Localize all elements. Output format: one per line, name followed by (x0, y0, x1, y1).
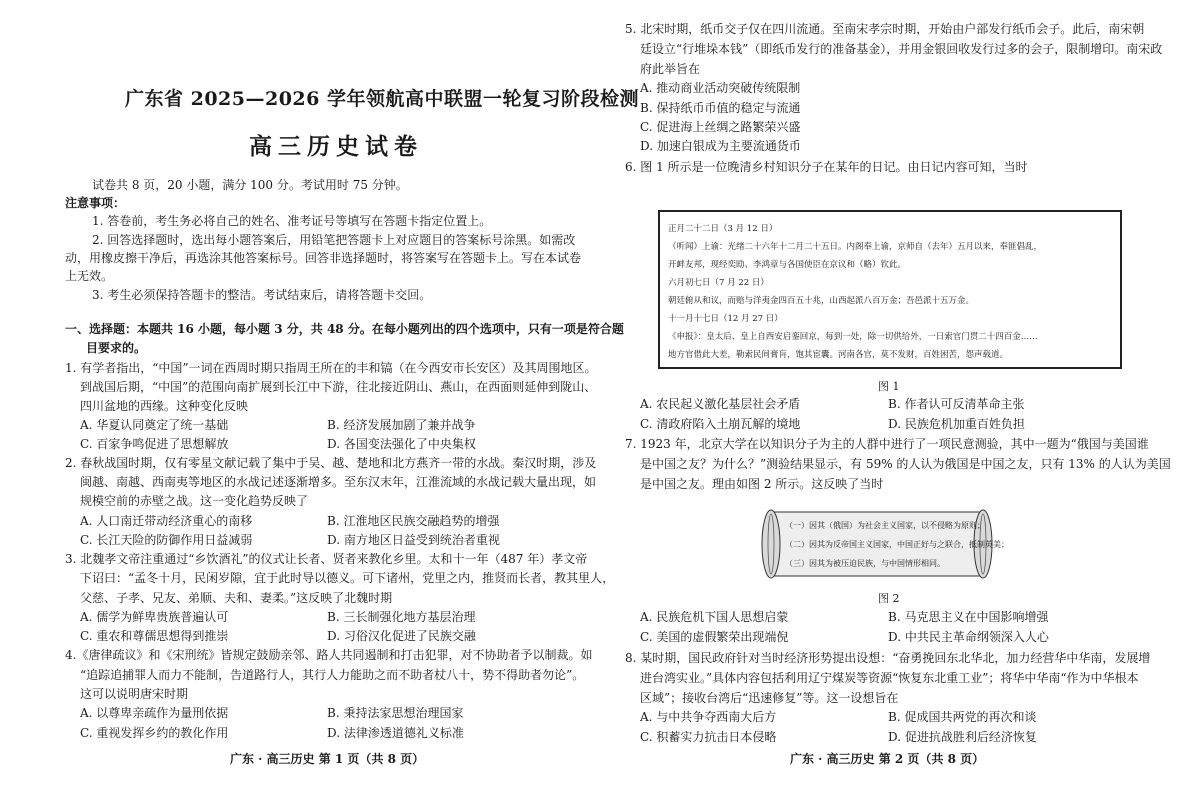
diary-line: 《申报》：皇太后、皇上自西安启銮回京，每到一处，除一切供给外，一日索官门贯二十四百金…… (668, 332, 1038, 342)
note-line: 3. 考生必须保持答题卡的整洁。考试结束后，请将答题卡交回。 (92, 288, 432, 302)
question-2-option-c: C. 长江天险的防御作用日益减弱 (80, 533, 253, 547)
question-7-text: 7. 1923 年，北京大学在以知识分子为主的人群中进行了一项民意测验，其中一题为“俄国与美国谁 (625, 437, 1149, 451)
exam-subtitle: 高三历史试卷 (249, 133, 423, 160)
question-3-option-d: D. 习俗汉化促进了民族交融 (327, 629, 476, 643)
question-5-text: 府此举旨在 (640, 62, 701, 76)
question-7-option-c: C. 美国的虚假繁荣出现端倪 (640, 630, 789, 644)
question-8-text: 进台湾实业。”具体内容包括利用辽宁煤炭等资源“恢复东北重工业”；将华中华南“作为中华根本 (640, 671, 1139, 685)
question-3-text: 下诏曰：“孟冬十月，民闲岁隙，宜于此时导以德义。可下诸州，党里之内，推贤而长者，教其里人， (80, 571, 615, 585)
figure-2-caption: 图 2 (878, 592, 900, 605)
diary-line: 朝廷俯从和议，而赔与洋夷金四百五十兆，山西起派八百万金；吾邑派十五万金。 (668, 296, 975, 306)
question-5-option-b: B. 保持纸币币值的稳定与流通 (640, 101, 801, 115)
scroll-line: （一）因其（俄国）为社会主义国家，以不侵略为原则； (785, 521, 985, 530)
question-2-option-b: B. 江淮地区民族交融趋势的增强 (327, 514, 500, 528)
question-8-option-b: B. 促成国共两党的再次和谈 (888, 710, 1037, 724)
diary-line: （听闻）上谕：光绪二十六年十二月二十五日。内阁奉上谕，京师自（去年）五月以来，奉匪倡乱， (668, 242, 1043, 252)
question-4-option-a: A. 以尊卑亲疏作为量刑依据 (80, 706, 229, 720)
question-2-text: 2. 春秋战国时期，仅有零星文献记载了集中于吴、越、楚地和北方燕齐一带的水战。秦汉时期，涉及 (65, 456, 597, 470)
question-8-text: 8. 某时期，国民政府针对当时经济形势提出设想：“奋勇挽回东北华北，加力经营华中华南，发展增 (625, 651, 1151, 665)
note-line: 1. 答卷前，考生务必将自己的姓名、准考证号等填写在答题卡指定位置上。 (92, 214, 492, 228)
question-5-option-c: C. 促进海上丝绸之路繁荣兴盛 (640, 120, 801, 134)
question-2-option-a: A. 人口南迁带动经济重心的南移 (80, 514, 253, 528)
question-5-option-a: A. 推动商业活动突破传统限制 (640, 81, 801, 95)
scroll-line: （二）因其为反帝国主义国家，中国正好与之联合，抵制英美； (785, 540, 1009, 549)
figure-1-diary-box (658, 210, 1122, 369)
exam-info: 试卷共 8 页，20 小题，满分 100 分。考试用时 75 分钟。 (92, 178, 408, 192)
question-5-text: 廷设立“行堆垛本钱”（即纸币发行的准备基金），并用金银回收发行过多的会子，限制增印。南宋政 (640, 42, 1163, 56)
question-2-option-d: D. 南方地区日益受到统治者重视 (327, 533, 500, 547)
question-1-option-c: C. 百家争鸣促进了思想解放 (80, 437, 229, 451)
question-6-option-a: A. 农民起义激化基层社会矛盾 (640, 397, 801, 411)
figure-1-caption: 图 1 (878, 380, 900, 393)
question-7-text: 是中国之友。理由如图 2 所示。这反映了当时 (640, 477, 884, 491)
diary-line: 六月初七日（7 月 22 日） (668, 278, 769, 288)
note-line: 动，用橡皮擦干净后，再选涂其他答案标号。回答非选择题时，将答案写在答题卡上。写在本试卷 (65, 251, 582, 265)
question-7-option-b: B. 马克思主义在中国影响增强 (888, 610, 1049, 624)
question-8-option-c: C. 积蓄实力抗击日本侵略 (640, 730, 777, 744)
question-2-text: 闽越、南越、西南夷等地区的水战记述逐渐增多。至东汉末年，江淮流域的水战记载大量出现，如 (80, 475, 597, 489)
question-6-option-c: C. 清政府陷入土崩瓦解的境地 (640, 417, 801, 431)
question-4-text: 这可以说明唐宋时期 (80, 687, 189, 701)
question-3-text: 父慈、子孝、兄友、弟顺、夫和、妻柔。”这反映了北魏时期 (80, 591, 393, 605)
question-3-option-b: B. 三长制强化地方基层治理 (327, 610, 476, 624)
scroll-line: （三）因其为被压迫民族，与中国情形相同。 (785, 559, 945, 568)
question-6-text: 6. 图 1 所示是一位晚清乡村知识分子在某年的日记。由日记内容可知，当时 (625, 160, 1028, 174)
diary-line: 地方官借此大差，勒索民间膏肓，饱其宦囊。河南各官，莫不发财，百姓困苦，怨声载道。 (668, 350, 1009, 360)
diary-line: 正月二十二日（3 月 12 日） (668, 224, 778, 234)
section-heading: 一、选择题：本题共 16 小题，每小题 3 分，共 48 分。在每小题列出的四个选项中，只有一项是符合题 (65, 322, 624, 336)
page-footer: 广东 · 高三历史 第 2 页（共 8 页） (790, 752, 985, 766)
question-4-text: “追踪追捕罪人而力不能制，告道路行人，其行人力能助之而不助者杖八十，势不得助者勿论”。 (80, 668, 585, 682)
question-7-text: 是中国之友？为什么？”测验结果显示，有 59% 的人认为俄国是中国之友，只有 13% 的人认为美国 (640, 457, 1171, 471)
figure-2-scroll (757, 506, 1009, 582)
section-heading: 目要求的。 (86, 341, 147, 355)
diary-line: 十一月十七日（12 月 27 日） (668, 314, 783, 324)
note-line: 上无效。 (65, 269, 114, 283)
question-3-option-c: C. 重农和尊儒思想得到推崇 (80, 629, 229, 643)
question-4-option-b: B. 秉持法家思想治理国家 (327, 706, 464, 720)
question-2-text: 规模空前的赤壁之战。这一变化趋势反映了 (80, 494, 309, 508)
question-4-option-d: D. 法律渗透道德礼义标准 (327, 726, 464, 740)
question-1-option-a: A. 华夏认同奠定了统一基础 (80, 418, 229, 432)
question-5-option-d: D. 加速白银成为主要流通货币 (640, 139, 801, 153)
question-1-text: 四川盆地的西缘。这种变化反映 (80, 399, 249, 413)
page-footer: 广东 · 高三历史 第 1 页（共 8 页） (230, 752, 425, 766)
question-1-text: 1. 有学者指出，“中国”一词在西周时期只指周王所在的丰和镐（在今西安市长安区）及其周围地区。 (65, 361, 597, 375)
question-1-option-b: B. 经济发展加剧了兼并战争 (327, 418, 476, 432)
question-7-option-a: A. 民族危机下国人思想启蒙 (640, 610, 789, 624)
note-line: 2. 回答选择题时，选出每小题答案后，用铅笔把答题卡上对应题目的答案标号涂黑。如需改 (92, 233, 576, 247)
question-3-text: 3. 北魏孝文帝注重通过“乡饮酒礼”的仪式让长者、贤者来教化乡里。太和十一年（487 年）孝文帝 (65, 552, 588, 566)
question-8-option-d: D. 促进抗战胜利后经济恢复 (888, 730, 1037, 744)
question-8-option-a: A. 与中共争夺西南大后方 (640, 710, 777, 724)
question-1-text: 到战国后期，“中国”的范围向南扩展到长江中下游，往北接近阴山、燕山，在西面则延伸到陇山、 (80, 380, 597, 394)
question-3-option-a: A. 儒学为鲜卑贵族普遍认可 (80, 610, 229, 624)
exam-title: 广东省 2025—2026 学年领航高中联盟一轮复习阶段检测 (125, 88, 639, 110)
diary-line: 开衅友邦，现经奕劻、李鸿章与各国使臣在京议和（略）钦此。 (668, 260, 907, 270)
question-8-text: 区域”；接收台湾后“迅速修复”等。这一设想旨在 (640, 691, 899, 705)
question-6-option-d: D. 民族危机加重百姓负担 (888, 417, 1025, 431)
question-4-text: 4.《唐律疏议》和《宋刑统》皆规定鼓励亲邻、路人共同遏制和打击犯罪，对不协助者予以制裁。如 (65, 648, 593, 662)
notes-heading: 注意事项： (65, 196, 126, 210)
question-5-text: 5. 北宋时期，纸币交子仅在四川流通。至南宋孝宗时期，开始由户部发行纸币会子。此后，南宋朝 (625, 22, 1145, 36)
question-6-option-b: B. 作者认可反清革命主张 (888, 397, 1025, 411)
question-7-option-d: D. 中共民主革命纲领深入人心 (888, 630, 1049, 644)
question-4-option-c: C. 重视发挥乡约的教化作用 (80, 726, 229, 740)
question-1-option-d: D. 各国变法强化了中央集权 (327, 437, 476, 451)
